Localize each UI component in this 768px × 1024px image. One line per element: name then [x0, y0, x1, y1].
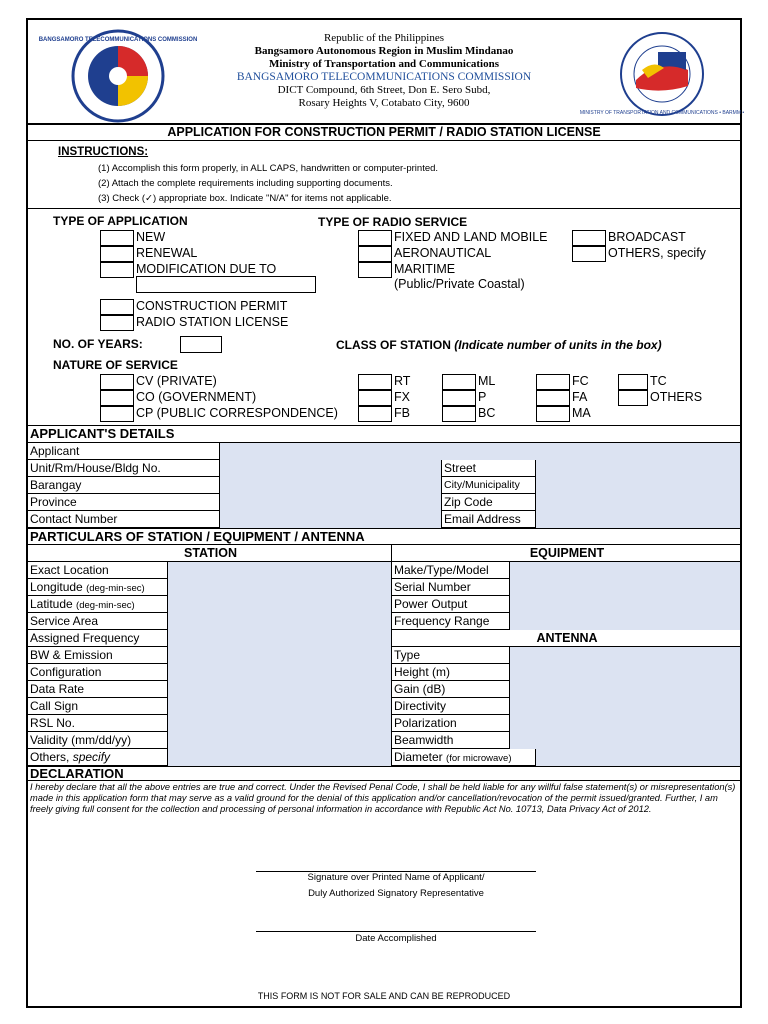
instruction-1: (1) Accomplish this form properly, in ALL CAPS, handwritten or computer-printed.: [98, 163, 439, 174]
station-row: [28, 562, 392, 579]
p-box[interactable]: [442, 390, 476, 406]
ml-box[interactable]: [442, 374, 476, 390]
class-of-station-note: (Indicate number of units in the box): [454, 338, 662, 352]
aeronautical-label: AERONAUTICAL: [394, 246, 492, 260]
station-row: [28, 630, 392, 647]
zip-label: Zip Code: [442, 494, 536, 511]
footer-note: THIS FORM IS NOT FOR SALE AND CAN BE REPRODUCED: [257, 991, 511, 1001]
app-new-checkbox[interactable]: [100, 230, 134, 246]
contact-input[interactable]: [220, 511, 442, 528]
header-commission: BANGSAMORO TELECOMMUNICATIONS COMMISSION: [236, 71, 532, 83]
antenna-row: [392, 715, 740, 732]
others-class-box[interactable]: [618, 390, 648, 406]
radio-station-license-label: RADIO STATION LICENSE: [136, 315, 289, 329]
validity-input[interactable]: [168, 732, 392, 749]
province-input[interactable]: [220, 494, 442, 511]
aeronautical-checkbox[interactable]: [358, 246, 392, 262]
barangay-input[interactable]: [220, 477, 442, 494]
latitude-label: [28, 596, 168, 613]
gain-label: Gain (dB): [392, 681, 510, 698]
service-area-label: Service Area: [28, 613, 168, 630]
equipment-row: [392, 613, 740, 630]
make-model-label: Make/Type/Model: [392, 562, 510, 579]
fc-box[interactable]: [536, 374, 570, 390]
app-modification-checkbox[interactable]: [100, 262, 134, 278]
rt-box[interactable]: [358, 374, 392, 390]
signature-label-2: Duly Authorized Signatory Representative: [308, 888, 484, 899]
barangay-label: Barangay: [28, 477, 220, 494]
station-row: [28, 579, 392, 596]
co-label: CO (GOVERNMENT): [136, 390, 257, 404]
configuration-label: Configuration: [28, 664, 168, 681]
applicant-label: Applicant: [28, 443, 220, 460]
bc-label: BC: [478, 406, 496, 420]
declaration-heading: DECLARATION: [28, 766, 740, 781]
cv-checkbox[interactable]: [100, 374, 134, 390]
fa-label: FA: [572, 390, 588, 404]
fb-label: FB: [394, 406, 410, 420]
exact-location-input[interactable]: [168, 562, 392, 579]
contact-row: [28, 511, 740, 528]
zip-input[interactable]: [536, 494, 740, 511]
maritime-label: MARITIME: [394, 262, 456, 276]
modification-reason-input[interactable]: [136, 276, 316, 293]
station-row: [28, 732, 392, 749]
equipment-row: [392, 596, 740, 613]
applicant-section-heading: APPLICANT'S DETAILS: [28, 425, 740, 443]
maritime-checkbox[interactable]: [358, 262, 392, 278]
polarization-label: Polarization: [392, 715, 510, 732]
construction-permit-checkbox[interactable]: [100, 299, 134, 315]
unit-row: [28, 460, 740, 477]
station-row: [28, 698, 392, 715]
ml-label: ML: [478, 374, 496, 388]
gain-input[interactable]: [510, 681, 740, 698]
beamwidth-label: Beamwidth: [392, 732, 510, 749]
longitude-label: [28, 579, 168, 596]
radio-station-license-checkbox[interactable]: [100, 315, 134, 331]
city-label: City/Municipality: [442, 477, 536, 494]
height-input[interactable]: [510, 664, 740, 681]
class-of-station-heading: [336, 338, 662, 352]
contact-label: Contact Number: [28, 511, 220, 528]
type-of-application-heading: TYPE OF APPLICATION: [53, 214, 188, 228]
exact-location-label: Exact Location: [28, 562, 168, 579]
others-station-text: Others,: [30, 750, 70, 764]
broadcast-label: BROADCAST: [608, 230, 686, 244]
longitude-text: Longitude: [30, 580, 83, 594]
header-ministry: Ministry of Transportation and Communications: [268, 58, 499, 70]
antenna-heading: ANTENNA: [536, 631, 598, 645]
equipment-heading: EQUIPMENT: [529, 546, 605, 560]
nature-of-service-heading: NATURE OF SERVICE: [53, 358, 178, 372]
rsl-no-input[interactable]: [168, 715, 392, 732]
frequency-range-label: Frequency Range: [392, 613, 510, 630]
data-rate-input[interactable]: [168, 681, 392, 698]
particulars-section-heading: PARTICULARS OF STATION / EQUIPMENT / ANTENNA: [28, 528, 740, 545]
ma-box[interactable]: [536, 406, 570, 422]
call-sign-label: Call Sign: [28, 698, 168, 715]
call-sign-input[interactable]: [168, 698, 392, 715]
fixed-land-mobile-label: FIXED AND LAND MOBILE: [394, 230, 548, 244]
station-row: [28, 664, 392, 681]
header-republic: Republic of the Philippines: [323, 32, 445, 44]
app-new-label: NEW: [136, 230, 166, 244]
app-renewal-checkbox[interactable]: [100, 246, 134, 262]
frequency-range-input[interactable]: [510, 613, 740, 630]
antenna-type-label: Type: [392, 647, 510, 664]
assigned-frequency-label: Assigned Frequency: [28, 630, 168, 647]
directivity-label: Directivity: [392, 698, 510, 715]
equipment-row: [392, 562, 740, 579]
form-page: [26, 18, 745, 1008]
station-row: [28, 681, 392, 698]
radio-service-heading: TYPE OF RADIO SERVICE: [318, 215, 468, 229]
province-label: Province: [28, 494, 220, 511]
fx-box[interactable]: [358, 390, 392, 406]
no-of-years-input[interactable]: [180, 336, 222, 353]
station-row: [28, 647, 392, 664]
fc-label: FC: [572, 374, 589, 388]
header-address2: Rosary Heights V, Cotabato City, 9600: [298, 97, 470, 109]
diameter-note: (for microwave): [446, 753, 512, 764]
others-service-label: OTHERS, specify: [608, 246, 706, 260]
antenna-row: [392, 749, 740, 766]
header-region: Bangsamoro Autonomous Region in Muslim Mindanao: [254, 45, 514, 57]
others-station-label: [28, 749, 168, 766]
maritime-note: (Public/Private Coastal): [394, 277, 525, 291]
fb-box[interactable]: [358, 406, 392, 422]
latitude-input[interactable]: [168, 596, 392, 613]
street-label: Street: [442, 460, 536, 477]
fixed-land-mobile-checkbox[interactable]: [358, 230, 392, 246]
city-input[interactable]: [536, 477, 740, 494]
longitude-unit: (deg-min-sec): [86, 583, 145, 594]
power-output-label: Power Output: [392, 596, 510, 613]
beamwidth-input[interactable]: [510, 732, 740, 749]
declaration-text: I hereby declare that all the above entries are true and correct. Under the Revised Penal Code, I shall be held liable for any willful false statement(s) or misrepresentation(s) made in this application form that may serve as a valid ground for the denial of this application and/or cancellation/revocation of the permit issued/granted. Further, I am freely giving full consent for the collection and processing of personal information in accordance with Republic Act No. 10713, Data Privacy Act of 2012.: [30, 782, 736, 814]
email-label: Email Address: [442, 511, 536, 528]
fa-box[interactable]: [536, 390, 570, 406]
station-row: [28, 715, 392, 732]
station-row: [28, 596, 392, 613]
equipment-row: [392, 579, 740, 596]
height-label: Height (m): [392, 664, 510, 681]
form-title: APPLICATION FOR CONSTRUCTION PERMIT / RADIO STATION LICENSE: [28, 123, 740, 141]
assigned-frequency-input[interactable]: [168, 630, 392, 647]
diameter-text: Diameter: [394, 750, 443, 764]
serial-number-input[interactable]: [510, 579, 740, 596]
bc-box[interactable]: [442, 406, 476, 422]
unit-label: Unit/Rm/House/Bldg No.: [28, 460, 220, 477]
broadcast-checkbox[interactable]: [572, 230, 606, 246]
others-service-checkbox[interactable]: [572, 246, 606, 262]
latitude-text: Latitude: [30, 597, 73, 611]
antenna-row: [392, 647, 740, 664]
construction-permit-label: CONSTRUCTION PERMIT: [136, 299, 288, 313]
class-of-station-title: CLASS OF STATION: [336, 338, 451, 352]
date-line: [256, 931, 536, 932]
header-address1: DICT Compound, 6th Street, Don E. Sero Subd,: [277, 84, 491, 96]
instruction-2: (2) Attach the complete requirements including supporting documents.: [98, 178, 393, 189]
date-label: Date Accomplished: [355, 933, 437, 944]
diameter-label: [392, 749, 536, 766]
tc-box[interactable]: [618, 374, 648, 390]
antenna-row: [392, 698, 740, 715]
motc-logo-text: MINISTRY OF TRANSPORTATION AND COMMUNICATIONS • BARMM •: [579, 110, 745, 116]
btc-logo-text: BANGSAMORO TELECOMMUNICATIONS COMMISSION: [38, 37, 198, 43]
others-class-label: OTHERS: [650, 390, 703, 404]
cp-label: CP (PUBLIC CORRESPONDENCE): [136, 406, 338, 420]
longitude-input[interactable]: [168, 579, 392, 596]
email-input[interactable]: [536, 511, 740, 528]
others-station-input[interactable]: [168, 749, 392, 766]
antenna-row: [392, 732, 740, 749]
tc-label: TC: [650, 374, 667, 388]
fx-label: FX: [394, 390, 410, 404]
data-rate-label: Data Rate: [28, 681, 168, 698]
station-row: [28, 749, 392, 766]
rsl-no-label: RSL No.: [28, 715, 168, 732]
applicant-row: [28, 443, 740, 460]
antenna-row: [392, 664, 740, 681]
ma-label: MA: [572, 406, 591, 420]
station-row: [28, 613, 392, 630]
antenna-heading-row: [392, 630, 740, 647]
cp-checkbox[interactable]: [100, 406, 134, 422]
others-station-specify: specify: [72, 750, 111, 764]
instruction-3: (3) Check (✓) appropriate box. Indicate "N/A" for items not applicable.: [98, 193, 392, 204]
directivity-input[interactable]: [510, 698, 740, 715]
app-modification-label: MODIFICATION DUE TO: [136, 262, 277, 276]
no-of-years-label: NO. OF YEARS:: [53, 337, 143, 351]
signature-label-1: Signature over Printed Name of Applicant/: [307, 872, 485, 883]
service-area-input[interactable]: [168, 613, 392, 630]
diameter-input[interactable]: [536, 749, 740, 766]
unit-input[interactable]: [220, 460, 442, 477]
antenna-row: [392, 681, 740, 698]
rt-label: RT: [394, 374, 411, 388]
barangay-row: [28, 477, 740, 494]
particulars-subheader-row: [28, 545, 740, 562]
app-renewal-label: RENEWAL: [136, 246, 198, 260]
applicant-input[interactable]: [220, 443, 740, 460]
instructions-heading: INSTRUCTIONS:: [58, 146, 149, 158]
configuration-input[interactable]: [168, 664, 392, 681]
p-label: P: [478, 390, 487, 404]
co-checkbox[interactable]: [100, 390, 134, 406]
latitude-unit: (deg-min-sec): [76, 600, 135, 611]
station-heading: STATION: [28, 545, 392, 562]
polarization-input[interactable]: [510, 715, 740, 732]
bw-emission-input[interactable]: [168, 647, 392, 664]
bw-emission-label: BW & Emission: [28, 647, 168, 664]
antenna-type-input[interactable]: [510, 647, 740, 664]
cv-label: CV (PRIVATE): [136, 374, 217, 388]
province-row: [28, 494, 740, 511]
make-model-input[interactable]: [510, 562, 740, 579]
power-output-input[interactable]: [510, 596, 740, 613]
street-input[interactable]: [536, 460, 740, 477]
validity-label: Validity (mm/dd/yy): [28, 732, 168, 749]
serial-number-label: Serial Number: [392, 579, 510, 596]
